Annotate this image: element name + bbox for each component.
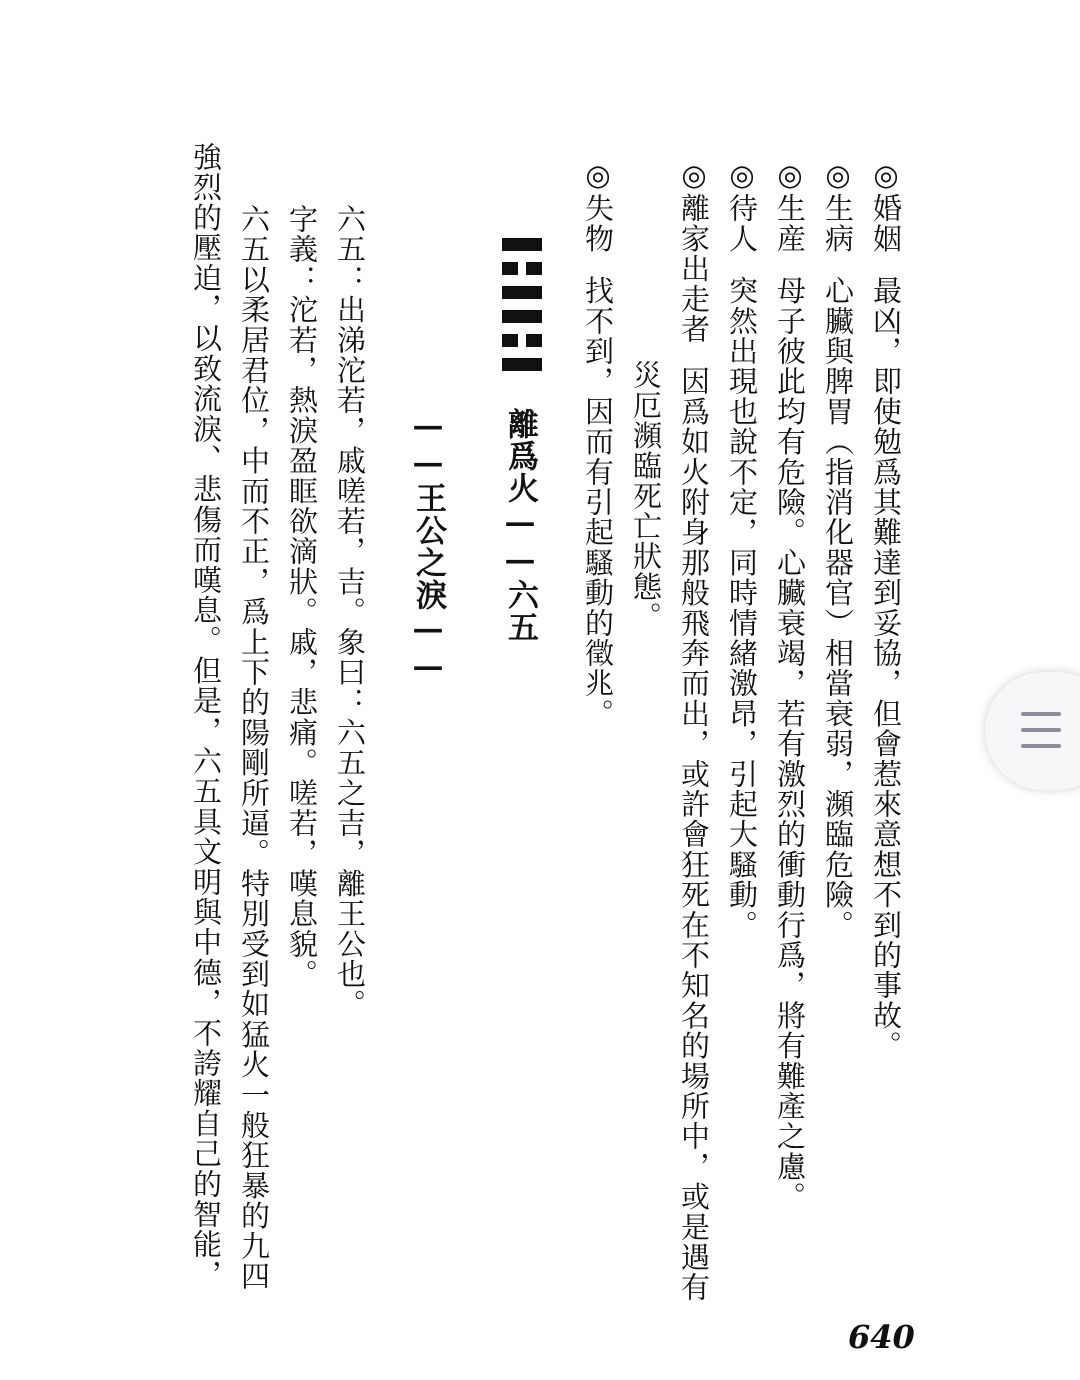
item-waiting — [718, 158, 766, 940]
commentary-line-2: 強烈的壓迫，以致流淚、悲傷而嘆息。但是，六五具文明與中德，不誇耀自己的智能， — [189, 142, 223, 1290]
item-runaway-label: ◎離家出走者 — [677, 158, 711, 345]
item-marriage-text: 最凶，即使勉爲其難達到妥協，但會惹來意想不到的事故。 — [869, 275, 903, 1061]
item-childbirth-label: ◎生産 — [773, 158, 807, 254]
item-illness — [814, 158, 862, 940]
item-runaway — [670, 158, 718, 1302]
item-childbirth-text: 母子彼此均有危險。心臟衰竭，若有激烈的衝動行爲，將有難產之慮。 — [773, 275, 807, 1212]
hexagram-line-yang — [502, 238, 542, 251]
line-text: 六五：出涕沱若，戚嗟若，吉。象曰：六五之吉，離王公也。 — [333, 204, 367, 1020]
page-number: 640 — [848, 1318, 915, 1356]
commentary-line-1: 六五以柔居君位，中而不正，爲上下的陽剛所逼。特別受到如猛火一般狂暴的九四 — [237, 204, 271, 1292]
section-heading: 離爲火——六五 — [502, 408, 538, 644]
item-waiting-label: ◎待人 — [725, 158, 759, 254]
hexagram-line-yin — [502, 262, 542, 275]
hexagram-symbol — [502, 238, 542, 372]
item-waiting-text: 突然出現也說不定，同時情緒激昂，引起大騷動。 — [725, 275, 759, 941]
menu-button[interactable] — [985, 672, 1080, 790]
item-lost-item-label: ◎失物 — [581, 158, 615, 254]
hexagram-line-yin — [502, 334, 542, 347]
item-runaway-text: 因爲如火附身那般飛奔而出，或許會狂死在不知名的場所中，或是遇有 — [677, 366, 711, 1303]
item-illness-text: 心臟與脾胃（指消化器官）相當衰弱，瀕臨危險。 — [821, 275, 855, 941]
item-marriage — [862, 158, 910, 1061]
item-lost-item — [574, 158, 622, 729]
item-marriage-label: ◎婚姻 — [869, 158, 903, 254]
gloss: 字義：沱若，熱淚盈眶欲滴狀。戚，悲痛。嗟若，嘆息貌。 — [285, 204, 319, 990]
hexagram-line-yang — [502, 286, 542, 299]
hexagram-line-yang — [502, 358, 542, 371]
item-runaway-text-cont: 災厄瀕臨死亡狀態。 — [629, 360, 663, 632]
section-subheading: ——王公之淚—— — [410, 408, 446, 686]
item-runaway-continued — [622, 360, 670, 632]
item-illness-label: ◎生病 — [821, 158, 855, 254]
item-childbirth — [766, 158, 814, 1212]
hexagram-line-yang — [502, 310, 542, 323]
item-lost-item-text: 找不到，因而有引起騷動的徵兆。 — [581, 275, 615, 729]
